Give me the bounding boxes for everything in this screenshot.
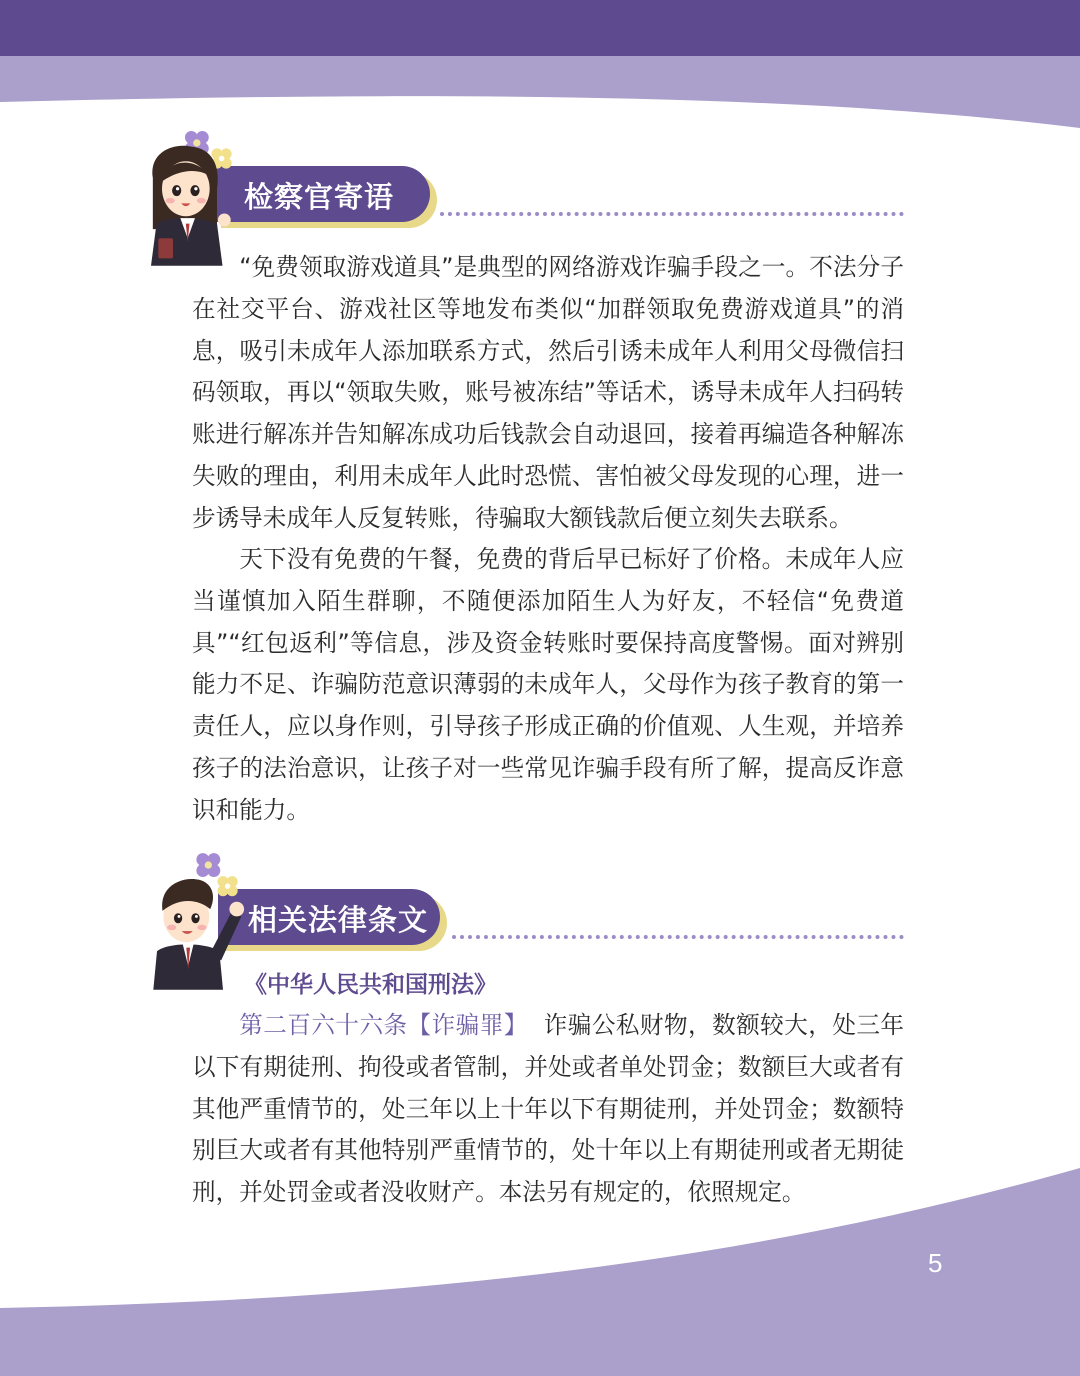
top-band	[0, 0, 1080, 56]
male-prosecutor-avatar-icon	[146, 852, 256, 990]
paragraph-2: 天下没有免费的午餐，免费的背后早已标好了价格。未成年人应当谨慎加入陌生群聊，不随便添加陌生人为好友，不轻信“免费道具”“红包返利”等信息，涉及资金转账时要保持高度警惕。面对辨别能力不足、诈骗防范意识薄弱的未成年人，父母作为孩子教育的第一责任人，应以身作则，引导孩子形成正确的价值观、人生观，并培养孩子的法治意识，让孩子对一些常见诈骗手段有所了解，提高反诈意识和能力。	[192, 545, 904, 824]
law-title: 《中华人民共和国刑法》	[244, 972, 497, 998]
law-article-paragraph	[192, 1005, 904, 1214]
section-divider-2	[452, 935, 904, 939]
section-title-prosecutor-message: 检察官寄语	[244, 180, 395, 214]
female-prosecutor-avatar-icon	[140, 128, 250, 266]
page-number: 5	[928, 1248, 943, 1278]
purple-flower-icon	[196, 853, 220, 877]
section-title-related-law: 相关法律条文	[248, 903, 429, 937]
yellow-flower-icon	[218, 876, 238, 896]
article-text: 诈骗公私财物，数额较大，处三年以下有期徒刑、拘役或者管制，并处或者单处罚金；数额巨大或者有其他严重情节的，处三年以上十年以下有期徒刑，并处罚金；数额特别巨大或者有其他特别严重情节的，处十年以上有期徒刑或者无期徒刑，并处罚金或者没收财产。本法另有规定的，依照规定。	[192, 1011, 905, 1207]
article-reference: 第二百六十六条【诈骗罪】	[239, 1011, 528, 1039]
paragraph-1: “免费领取游戏道具”是典型的网络游戏诈骗手段之一。不法分子在社交平台、游戏社区等地发布类似“加群领取免费游戏道具”的消息，吸引未成年人添加联系方式，然后引诱未成年人利用父母微信扫码领取，再以“领取失败，账号被冻结”等话术，诱导未成年人扫码转账进行解冻并告知解冻成功后钱款会自动退回，接着再编造各种解冻失败的理由，利用未成年人此时恐慌、害怕被父母发现的心理，进一步诱导未成年人反复转账，待骗取大额钱款后便立刻失去联系。	[192, 253, 904, 532]
top-wave	[0, 56, 1080, 128]
section-divider-1	[440, 212, 904, 216]
